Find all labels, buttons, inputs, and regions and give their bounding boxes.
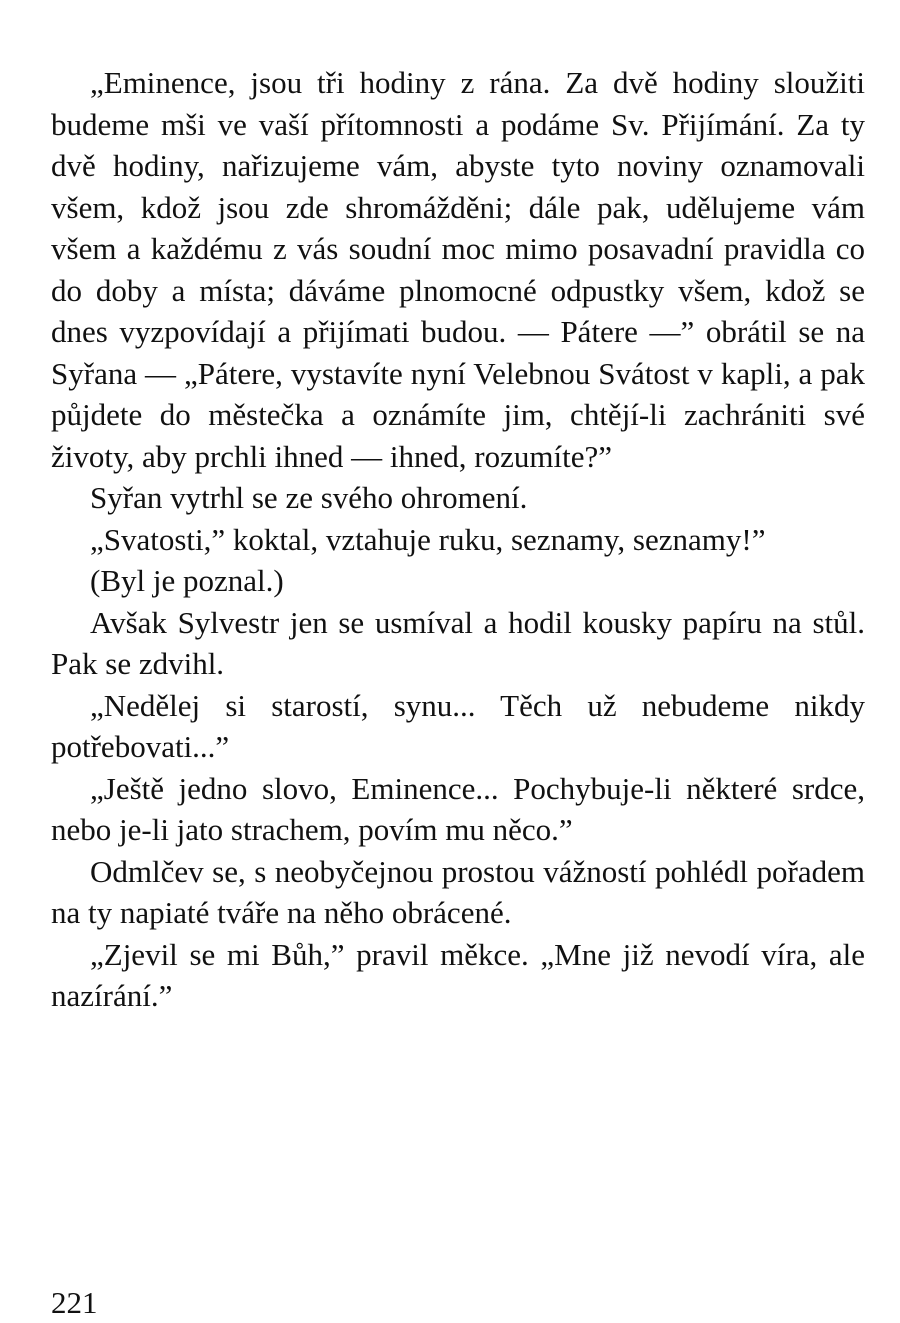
paragraph-3: „Svatosti,” koktal, vztahuje ruku, seznamy, seznamy!” [90,521,766,557]
paragraph-1: „Eminence, jsou tři hodiny z rána. Za dvě hodiny sloužiti budeme mši ve vaší přítomnosti a podáme Sv. Přijímání. Za ty dvě hodiny, nařizujeme vám, abyste tyto noviny oznamovali všem, kdož jsou zde shromážděni; dále pak, udělujeme vám všem a každému z vás soudní moc mimo posavadní pravidla co do doby a místa; dáváme plnomocné odpustky všem, kdož se dnes vyzpovídají a přijímati budou. — Pátere —” obrátil se na Syřana — „Pátere, vystavíte nyní Velebnou Svátost v kapli, a pak půjdete do městečka a oznámíte jim, chtějí-li zachrániti své životy, aby prchli ihned — ihned, rozumíte?” [51,65,865,474]
paragraph-9: „Zjevil se mi Bůh,” pravil měkce. „Mne již nevodí víra, ale nazírání.” [51,936,865,1013]
page-number: 221 [51,1285,98,1320]
paragraph-8: Odmlčev se, s neobyčejnou prostou vážností pohlédl pořadem na ty napiaté tváře na něho obrácené. [51,853,865,930]
paragraph-2: Syřan vytrhl se ze svého ohromení. [90,480,528,515]
paragraph-5: Avšak Sylvestr jen se usmíval a hodil kousky papíru na stůl. Pak se zdvihl. [51,604,865,681]
paragraph-4: (Byl je poznal.) [90,563,284,598]
paragraph-6: „Nedělej si starostí, synu... Těch už nebudeme nikdy potřebovati...” [51,687,865,764]
paragraph-7: „Ještě jedno slovo, Eminence... Pochybuje-li některé srdce, nebo je-li jato strachem, povím mu něco.” [51,770,865,847]
page-text [51,62,865,1017]
